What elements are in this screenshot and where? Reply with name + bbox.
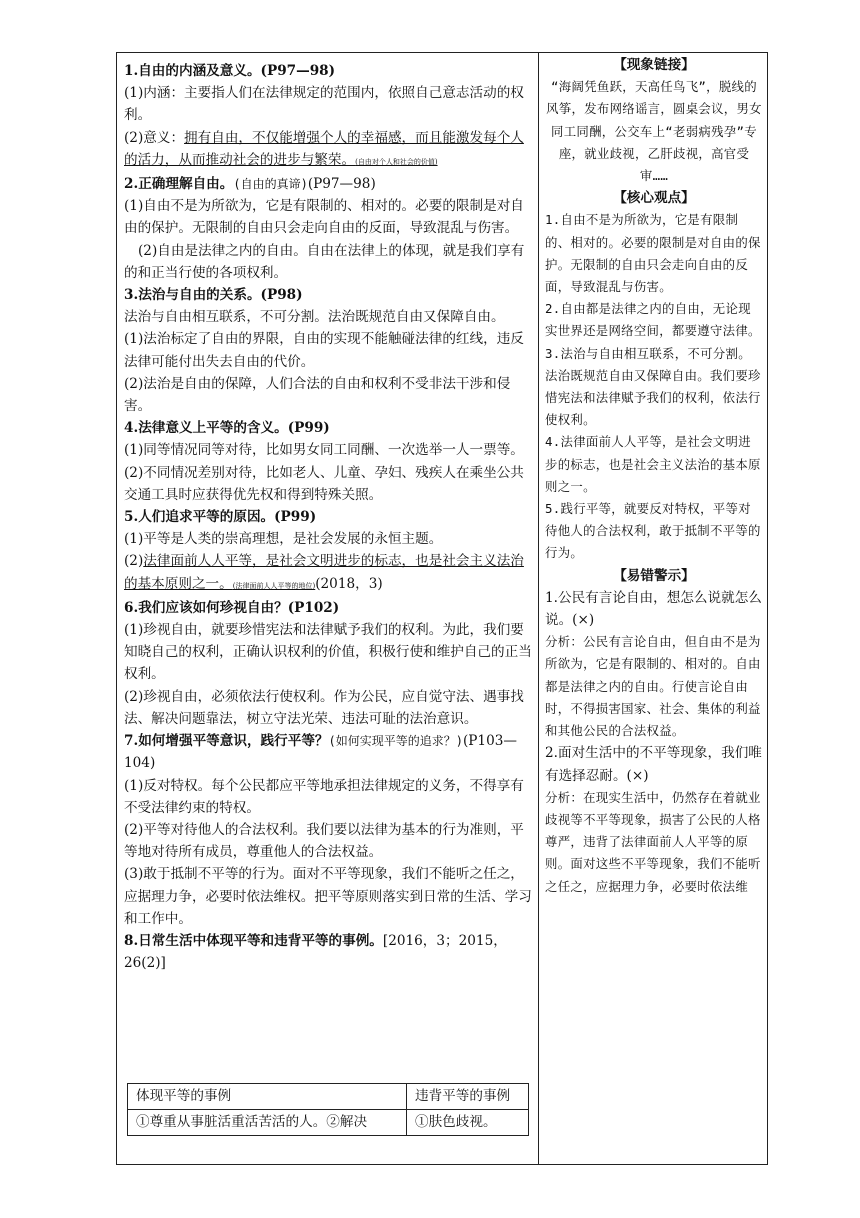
section-1-point-2-prefix: (2)意义：	[124, 129, 185, 146]
section-7-point-1: (1)反对特权。每个公民都应平等地承担法律规定的义务，不得享有不受法律约束的特权。	[124, 777, 524, 816]
section-2-title	[124, 173, 532, 195]
section-5-point-2	[124, 550, 532, 596]
section-5-point-1: (1)平等是人类的崇高理想，是社会发展的永恒主题。	[124, 531, 443, 548]
phenomena-heading: 【现象链接】	[613, 57, 695, 73]
table-cell-unequal: ①肤色歧视。	[407, 1110, 529, 1136]
warning-1-analysis: 分析：公民有言论自由，但自由不是为所欲为，它是有限制的、相对的。自由都是法律之内的自由。行使言论自由时，不得损害国家、社会、集体的利益和其他公民的合法权益。	[545, 634, 761, 739]
section-2-point-2: (2)自由是法律之内的自由。自由在法律上的体现，就是我们享有的和正当行使的各项权利。	[124, 242, 525, 281]
core-point-5: 5.践行平等，就要反对特权，平等对待他人的合法权利，敢于抵制不平等的行为。	[545, 501, 761, 561]
section-1-point-2-note: (自由对个人和社会的价值)	[355, 157, 438, 166]
table-header-equal: 体现平等的事例	[128, 1084, 407, 1110]
phenomena-text: “海阔凭鱼跃，天高任鸟飞”，脱线的风筝，发布网络谣言，圆桌会议，男女同工同酬，公交车上“老弱病残孕”专座，就业歧视，乙肝歧视，高官受审……	[546, 79, 762, 184]
warning-2: 2.面对生活中的不平等现象，我们唯有选择忍耐。(×)	[545, 745, 762, 784]
section-2-point-1: (1)自由不是为所欲为，它是有限制的、相对的。必要的限制是对自由的保护。无限制的自由只会走向自由的反面，导致混乱与伤害。	[124, 198, 524, 237]
section-8-title-text: 8.日常生活中体现平等和违背平等的事例。	[124, 932, 383, 949]
section-5-point-2-exam-ref: (2018，3)	[315, 575, 383, 592]
core-point-3: 3.法治与自由相互联系，不可分割。法治既规范自由又保障自由。我们要珍惜宪法和法律赋予我们的权利，依法行使权利。	[545, 345, 761, 428]
warning-2-analysis: 分析：在现实生活中，仍然存在着就业歧视等不平等现象，损害了公民的人格尊严，违背了法律面前人人平等的原则。面对这些不平等现象，我们不能听之任之，应据理力争，必要时依法维	[545, 789, 761, 894]
section-6-point-2: (2)珍视自由，必须依法行使权利。作为公民，应自觉守法、遇事找法、解决问题靠法，树立守法光荣、违法可耻的法治意识。	[124, 688, 524, 727]
section-7-title-text: 7.如何增强平等意识，践行平等？	[124, 733, 329, 750]
section-4-point-1: (1)同等情况同等对待，比如男女同工同酬、一次选举一人一票等。	[124, 442, 524, 459]
table-header-unequal: 违背平等的事例	[407, 1084, 529, 1110]
side-column	[545, 54, 763, 898]
core-point-2: 2.自由都是法律之内的自由，无论现实世界还是网络空间，都要遵守法律。	[545, 301, 761, 339]
section-5-point-2-prefix: (2)	[124, 553, 144, 570]
core-point-1: 1.自由不是为所欲为，它是有限制的、相对的。必要的限制是对自由的保护。无限制的自由只会走向自由的反面，导致混乱与伤害。	[545, 212, 761, 295]
column-divider	[538, 52, 539, 1165]
warnings-heading: 【易错警示】	[613, 567, 695, 584]
table-row	[128, 1110, 529, 1136]
section-1-title: 1.自由的内涵及意义。(P97—98)	[124, 63, 336, 79]
section-2-ref: (P97—98)	[307, 176, 376, 193]
section-4-point-2: (2)不同情况差别对待，比如老人、儿童、孕妇、残疾人在乘坐公共交通工具时应获得优先权和得到特殊关照。	[124, 464, 524, 503]
section-8-title	[124, 930, 532, 974]
table-header-row	[128, 1084, 529, 1110]
main-column	[124, 60, 532, 974]
core-point-4: 4.法律面前人人平等，是社会文明进步的标志，也是社会主义法治的基本原则之一。	[545, 434, 761, 494]
section-5-title: 5.人们追求平等的原因。(P99)	[124, 509, 317, 526]
section-5-point-2-text: 法律面前人人平等，是社会文明进步的标志，也是社会主义法治的基本原则之一。	[124, 553, 524, 592]
examples-table	[127, 1083, 529, 1136]
section-7-handwritten-note: (如何实现平等的追求？)	[328, 734, 463, 749]
section-8-ref: [2016，3；2015，26(2)]	[124, 932, 507, 972]
section-6-point-1: (1)珍视自由，就要珍惜宪法和法律赋予我们的权利。为此，我们要知晓自己的权利，正确认识权利的价值，积极行使和维护自己的正当权利。	[124, 622, 532, 683]
section-1-point-2	[124, 127, 532, 173]
section-3-title: 3.法治与自由的关系。(P98)	[124, 287, 303, 304]
section-3-point-1: (1)法治标定了自由的界限，自由的实现不能触碰法律的红线，违反法律可能付出失去自由的代价。	[124, 331, 524, 370]
section-3-point-2: (2)法治是自由的保障，人们合法的自由和权利不受非法干涉和侵害。	[124, 375, 511, 415]
section-2-title-text: 2.正确理解自由。	[124, 176, 234, 193]
section-7-point-3: (3)敢于抵制不平等的行为。面对不平等现象，我们不能听之任之，应据理力争，必要时依法维权。把平等原则落实到日常的生活、学习和工作中。	[124, 866, 532, 927]
section-5-point-2-note: (法律面前人人平等的地位)	[232, 581, 316, 590]
section-6-title: 6.我们应该如何珍视自由？(P102)	[124, 599, 340, 616]
warning-1: 1.公民有言论自由，想怎么说就怎么说。(×)	[545, 589, 762, 629]
section-1-point-1: (1)内涵：主要指人们在法律规定的范围内，依照自己意志活动的权利。	[124, 85, 524, 124]
section-4-title: 4.法律意义上平等的含义。(P99)	[124, 420, 330, 437]
section-7-point-2: (2)平等对待他人的合法权利。我们要以法律为基本的行为准则，平等地对待所有成员，尊重他人的合法权益。	[124, 821, 524, 861]
core-points-heading: 【核心观点】	[613, 190, 695, 207]
section-3-intro: 法治与自由相互联系，不可分割。法治既规范自由又保障自由。	[124, 309, 505, 326]
section-2-handwritten-note: (自由的真谛)	[233, 177, 308, 192]
section-1-point-2-text: 拥有自由，不仅能增强个人的幸福感，而且能激发每个人的活力，从而推动社会的进步与繁荣。	[124, 129, 524, 168]
table-cell-equal: ①尊重从事脏活重活苦活的人。②解决	[128, 1110, 407, 1136]
section-7-ref: (P103—104)	[124, 733, 517, 772]
section-7-title	[124, 730, 532, 774]
